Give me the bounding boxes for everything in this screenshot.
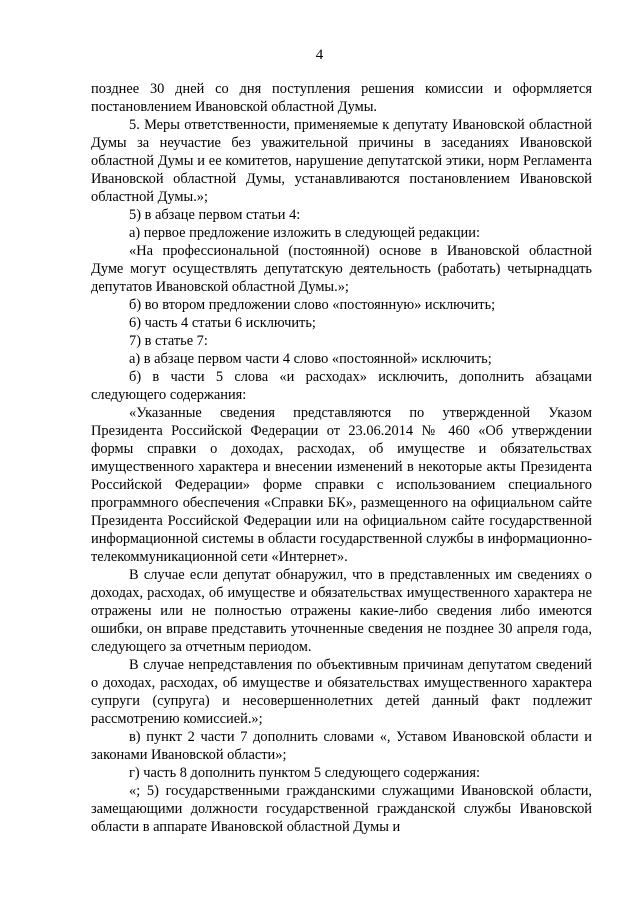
paragraph: 5. Меры ответственности, применяемые к депутату Ивановской областной Думы за неучастие без уважительной причины в заседаниях Ивановской областной Думы и ее комитетов, нарушение депутатской этики, норм Регламента Ивановской областной Думы, устанавливаются постановлением Ивановской областной Думы.»; [91, 117, 592, 205]
paragraph: б) в части 5 слова «и расходах» исключить, дополнить абзацами следующего содержания: [91, 369, 592, 403]
paragraph: «Указанные сведения представляются по утвержденной Указом Президента Российской Федерации от 23.06.2014 № 460 «Об утверждении формы справки о доходах, расходах, об имуществе и обязательствах имущественного характера и внесении изменений в некоторые акты Президента Российской Федерации» форме справки с использованием специального программного обеспечения «Справки БК», размещенного на официальном сайте Президента Российской Федерации или на официальном сайте государственной информационной системы в области государственной службы в информационно-телекоммуникационной сети «Интернет». [91, 405, 592, 565]
paragraph: а) в абзаце первом части 4 слово «постоянной» исключить; [129, 351, 492, 367]
paragraph: «На профессиональной (постоянной) основе в Ивановской областной Думе могут осуществлять депутатскую деятельность (работать) четырнадцать депутатов Ивановской областной Думы.»; [91, 243, 592, 295]
paragraph: б) во втором предложении слово «постоянную» исключить; [129, 297, 496, 313]
paragraph: 7) в статье 7: [129, 333, 208, 349]
paragraph: В случае если депутат обнаружил, что в представленных им сведениях о доходах, расходах, об имуществе и обязательствах имущественного характера не отражены или не полностью отражены какие-либо сведения либо имеются ошибки, он вправе представить уточненные сведения не позднее 30 апреля года, следующего за отчетным периодом. [91, 567, 592, 655]
paragraph: г) часть 8 дополнить пунктом 5 следующего содержания: [129, 765, 480, 781]
paragraph: 6) часть 4 статьи 6 исключить; [129, 315, 316, 331]
paragraph: 5) в абзаце первом статьи 4: [129, 207, 301, 223]
document-body [91, 80, 592, 836]
paragraph: в) пункт 2 части 7 дополнить словами «, Уставом Ивановской области и законами Ивановской области»; [91, 729, 592, 763]
paragraph: а) первое предложение изложить в следующей редакции: [129, 225, 480, 241]
page-number: 4 [315, 47, 324, 63]
paragraph: позднее 30 дней со дня поступления решения комиссии и оформляется постановлением Ивановской областной Думы. [91, 81, 592, 115]
paragraph: «; 5) государственными гражданскими служащими Ивановской области, замещающими должности государственной гражданской службы Ивановской области в аппарате Ивановской областной Думы и [91, 783, 592, 835]
paragraph: В случае непредставления по объективным причинам депутатом сведений о доходах, расходах, об имуществе и обязательствах имущественного характера супруги (супруга) и несовершеннолетних детей данный факт подлежит рассмотрению комиссией.»; [91, 657, 592, 727]
